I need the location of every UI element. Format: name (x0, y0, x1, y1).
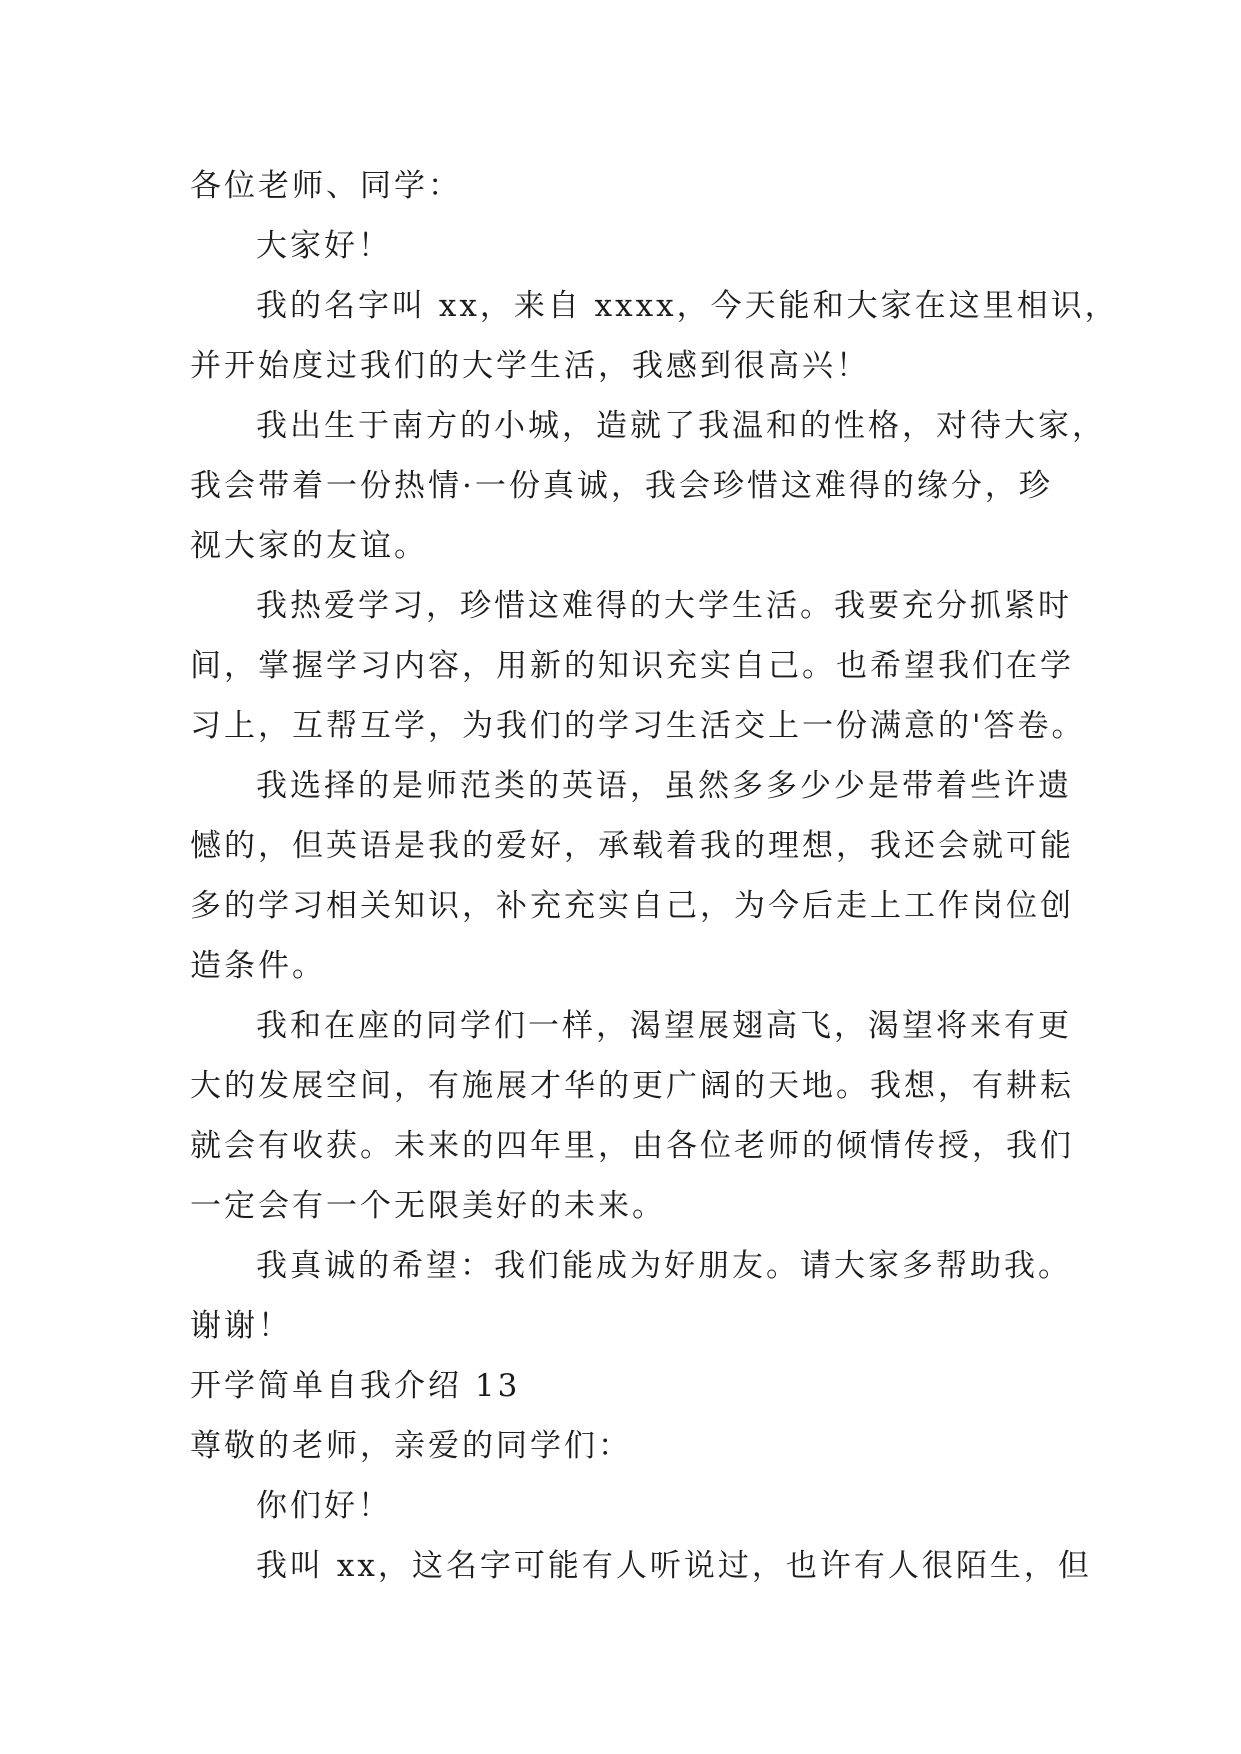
paragraph-line: 我会带着一份热情·一份真诚，我会珍惜这难得的缘分，珍 (190, 468, 1053, 504)
paragraph-line: 我热爱学习，珍惜这难得的大学生活。我要充分抓紧时 (256, 588, 1072, 624)
paragraph-line: 憾的，但英语是我的爱好，承载着我的理想，我还会就可能 (190, 828, 1074, 864)
paragraph-line: 我出生于南方的小城，造就了我温和的性格，对待大家， (256, 408, 1106, 444)
paragraph-line: 多的学习相关知识，补充充实自己，为今后走上工作岗位创 (190, 888, 1074, 924)
paragraph-line: 我真诚的希望：我们能成为好朋友。请大家多帮助我。 (256, 1248, 1072, 1284)
greeting: 大家好！ (256, 228, 392, 264)
paragraph-line: 间，掌握学习内容，用新的知识充实自己。也希望我们在学 (190, 648, 1074, 684)
paragraph-line: 我叫 xx，这名字可能有人听说过，也许有人很陌生，但 (256, 1548, 1092, 1584)
paragraph-line: 造条件。 (190, 948, 326, 984)
paragraph-line: 我和在座的同学们一样，渴望展翅高飞，渴望将来有更 (256, 1008, 1072, 1044)
paragraph-line: 一定会有一个无限美好的未来。 (190, 1188, 666, 1224)
paragraph-line: 习上，互帮互学，为我们的学习生活交上一份满意的'答卷。 (190, 708, 1086, 744)
paragraph-line: 并开始度过我们的大学生活，我感到很高兴！ (190, 348, 870, 384)
paragraph-line: 我选择的是师范类的英语，虽然多多少少是带着些许遗 (256, 768, 1072, 804)
paragraph-line: 大的发展空间，有施展才华的更广阔的天地。我想，有耕耘 (190, 1068, 1074, 1104)
paragraph-line: 就会有收获。未来的四年里，由各位老师的倾情传授，我们 (190, 1128, 1074, 1164)
section-title: 开学简单自我介绍 13 (190, 1368, 521, 1404)
greeting: 你们好！ (256, 1488, 392, 1524)
salutation: 各位老师、同学： (190, 168, 462, 204)
paragraph-line: 我的名字叫 xx，来自 xxxx，今天能和大家在这里相识， (256, 288, 1119, 324)
paragraph-line: 视大家的友谊。 (190, 528, 428, 564)
closing-thanks: 谢谢！ (190, 1308, 292, 1344)
salutation: 尊敬的老师，亲爱的同学们： (190, 1428, 632, 1464)
